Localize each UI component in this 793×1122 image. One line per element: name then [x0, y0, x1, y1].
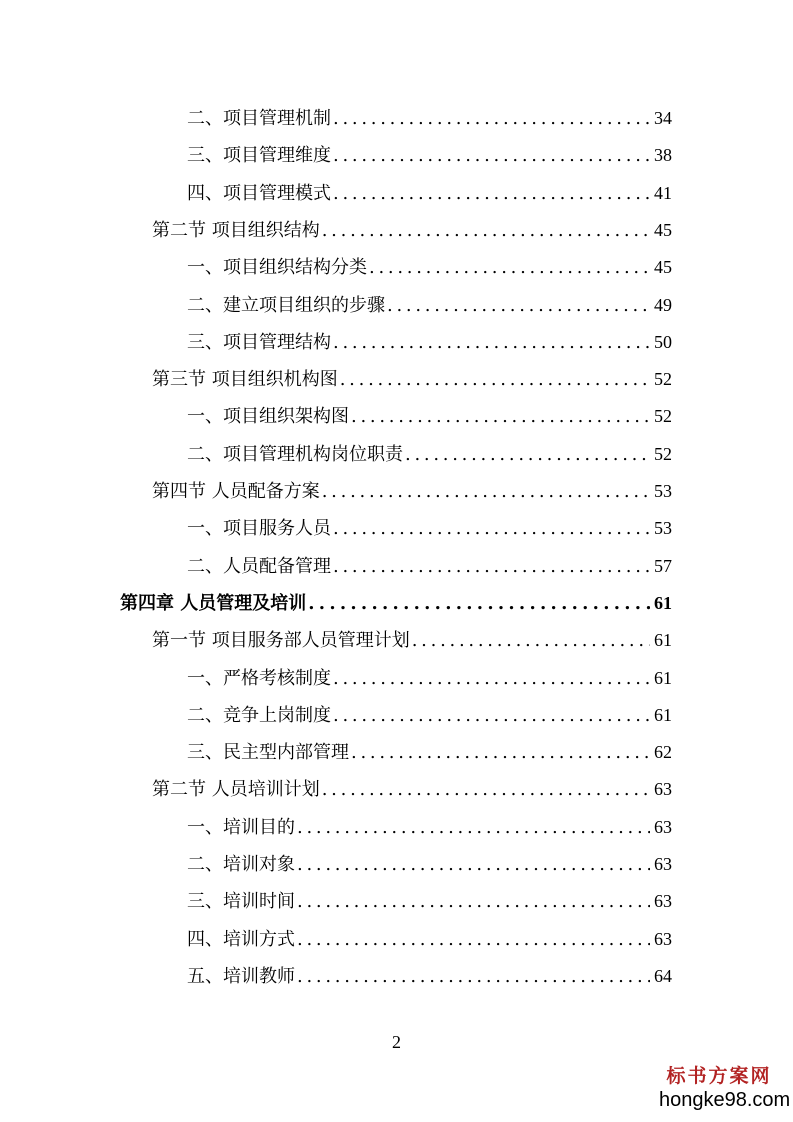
toc-dot-leader: [333, 697, 650, 734]
toc-dot-leader: [297, 809, 650, 846]
toc-entry-page: 50: [654, 331, 672, 352]
toc-dot-leader: [333, 175, 650, 212]
toc-dot-leader: [412, 622, 650, 659]
toc-dot-leader: [322, 473, 650, 510]
toc-entry-page: 41: [654, 182, 672, 203]
toc-entry-page: 52: [654, 443, 672, 464]
toc-dot-leader: [351, 398, 650, 435]
toc-entry-title: 二、项目管理机构岗位职责: [187, 443, 403, 465]
toc-dot-leader: [297, 958, 650, 995]
toc-dot-leader: [308, 585, 650, 622]
toc-entry-page: 63: [654, 928, 672, 949]
toc-entry-title: 第二节 人员培训计划: [152, 779, 320, 801]
toc-dot-leader: [333, 510, 650, 547]
toc-entry-title: 三、民主型内部管理: [187, 742, 349, 764]
toc-entry[interactable]: [152, 361, 672, 398]
toc-entry-title: 三、项目管理结构: [187, 331, 331, 353]
toc-entry[interactable]: [187, 958, 672, 995]
toc-entry-title: 二、竞争上岗制度: [187, 704, 331, 726]
toc-entry-title: 第三节 项目组织机构图: [152, 369, 338, 391]
toc-entry[interactable]: [187, 287, 672, 324]
toc-entry[interactable]: [187, 436, 672, 473]
toc-entry-page: 61: [654, 592, 672, 613]
toc-entry[interactable]: [120, 585, 672, 622]
toc-entry-title: 一、项目组织架构图: [187, 406, 349, 428]
toc-entry-page: 53: [654, 518, 672, 539]
toc-entry[interactable]: [187, 324, 672, 361]
toc-entry-page: 62: [654, 742, 672, 763]
toc-entry[interactable]: [187, 510, 672, 547]
toc-entry-title: 四、项目管理模式: [187, 182, 331, 204]
toc-dot-leader: [369, 249, 650, 286]
toc-dot-leader: [333, 324, 650, 361]
toc-entry-page: 52: [654, 406, 672, 427]
toc-entry-title: 一、培训目的: [187, 816, 295, 838]
toc-entry-page: 45: [654, 257, 672, 278]
toc-entry-page: 61: [654, 630, 672, 651]
toc-entry[interactable]: [152, 771, 672, 808]
toc-entry[interactable]: [152, 622, 672, 659]
toc-dot-leader: [297, 846, 650, 883]
toc-dot-leader: [333, 137, 650, 174]
toc-entry[interactable]: [187, 660, 672, 697]
toc-entry-title: 第四节 人员配备方案: [152, 481, 320, 502]
toc-entry[interactable]: [152, 473, 672, 510]
toc-entry-title: 一、项目组织结构分类: [187, 257, 367, 279]
toc-entry-page: 52: [654, 369, 672, 390]
toc-entry-title: 三、项目管理维度: [187, 145, 331, 167]
toc-dot-leader: [340, 361, 650, 398]
toc-entry-page: 64: [654, 965, 672, 986]
toc-dot-leader: [333, 548, 650, 585]
toc-entry[interactable]: [187, 398, 672, 435]
toc-entry-title: 第一节 项目服务部人员管理计划: [152, 630, 410, 652]
toc-entry-page: 61: [654, 667, 672, 688]
toc-entry[interactable]: [187, 921, 672, 958]
toc-entry[interactable]: [187, 846, 672, 883]
toc-dot-leader: [297, 921, 650, 958]
toc-dot-leader: [322, 212, 650, 249]
toc-entry-page: 63: [654, 816, 672, 837]
toc-dot-leader: [405, 436, 650, 473]
toc-entry[interactable]: [187, 809, 672, 846]
toc-entry-page: 38: [654, 145, 672, 166]
toc-dot-leader: [351, 734, 650, 771]
toc-entry-page: 53: [654, 481, 672, 501]
toc-entry-title: 四、培训方式: [187, 928, 295, 950]
toc-entry-title: 一、严格考核制度: [187, 667, 331, 689]
toc-entry-title: 五、培训教师: [187, 965, 295, 987]
toc-entry[interactable]: [187, 175, 672, 212]
toc-entry-page: 63: [654, 779, 672, 800]
toc-entry-page: 57: [654, 555, 672, 576]
toc-entry[interactable]: [187, 137, 672, 174]
watermark-title: 标书方案网: [666, 1066, 772, 1087]
toc-dot-leader: [297, 883, 650, 920]
toc-entry[interactable]: [187, 734, 672, 771]
toc-entry[interactable]: [187, 548, 672, 585]
page-number: 2: [392, 1032, 401, 1052]
site-watermark: [659, 1066, 791, 1112]
toc-entry-page: 34: [654, 108, 672, 128]
toc-entry-page: 61: [654, 704, 672, 725]
toc-entry-page: 63: [654, 854, 672, 874]
toc-dot-leader: [322, 771, 650, 808]
toc-entry-title: 二、培训对象: [187, 854, 295, 875]
toc-entry-page: 45: [654, 219, 672, 240]
toc-entry-page: 49: [654, 294, 672, 315]
watermark-domain: hongke98.com: [659, 1089, 791, 1111]
toc-entry-title: 一、项目服务人员: [187, 518, 331, 540]
toc-entry-page: 63: [654, 891, 672, 912]
toc-entry[interactable]: [152, 212, 672, 249]
toc-entry-title: 第四章 人员管理及培训: [120, 592, 307, 614]
toc-entry[interactable]: [187, 249, 672, 286]
toc-dot-leader: [387, 287, 650, 324]
toc-entry[interactable]: [187, 100, 672, 137]
toc-entry[interactable]: [187, 883, 672, 920]
toc-entry-title: 二、建立项目组织的步骤: [187, 294, 385, 316]
toc-entry-title: 二、项目管理机制: [187, 108, 331, 129]
toc-entry[interactable]: [187, 697, 672, 734]
toc-entry-title: 二、人员配备管理: [187, 555, 331, 577]
toc-entry-title: 第二节 项目组织结构: [152, 219, 320, 241]
toc-dot-leader: [333, 660, 650, 697]
toc-dot-leader: [333, 100, 650, 137]
toc-entry-title: 三、培训时间: [187, 891, 295, 913]
